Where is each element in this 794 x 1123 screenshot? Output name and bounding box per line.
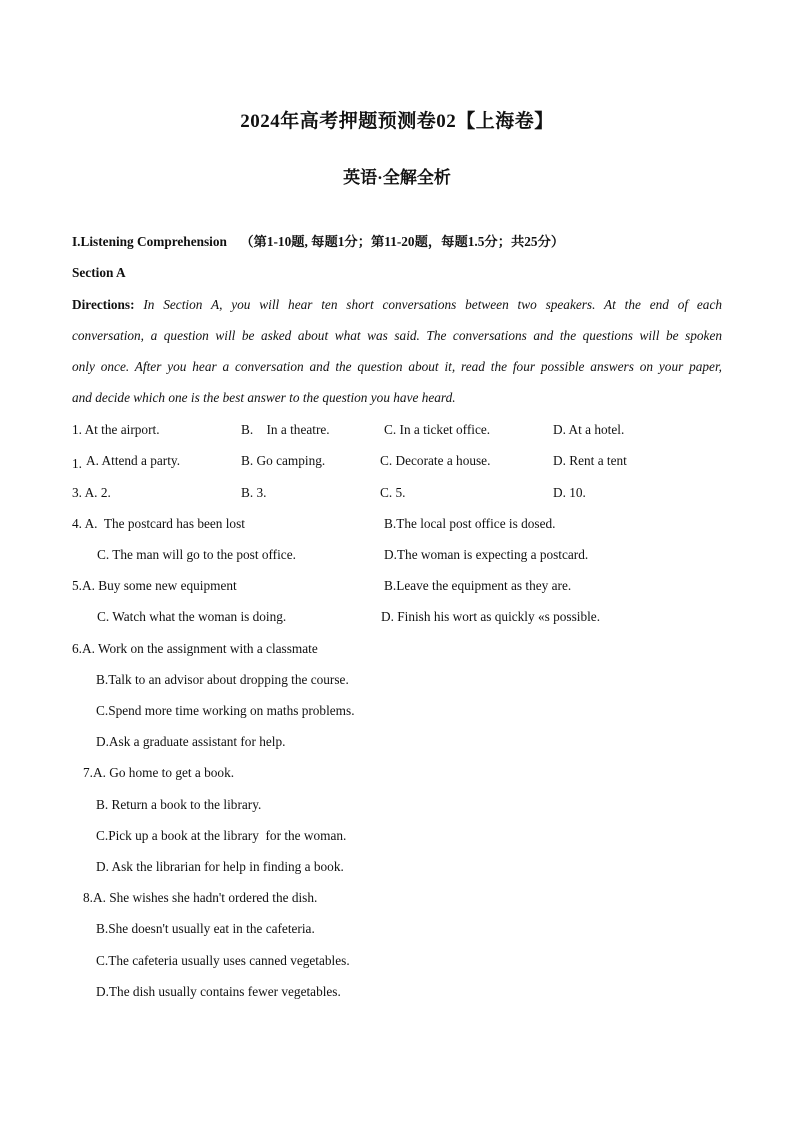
q4-option-d: D.The woman is expecting a postcard. xyxy=(384,547,589,562)
q2-option-a: A. Attend a party. xyxy=(86,453,181,468)
part-heading-row xyxy=(72,234,564,250)
page-title: 2024年高考押题预测卷02【上海卷】 xyxy=(240,111,554,132)
page-subtitle: 英语·全解全析 xyxy=(343,168,451,187)
q4-option-c: C. The man will go to the post office. xyxy=(97,547,296,562)
q7-option-a: 7.A. Go home to get a book. xyxy=(83,765,235,780)
directions-line-1 xyxy=(72,297,722,313)
q3-option-d: D. 10. xyxy=(553,485,586,500)
q7-option-c: C.Pick up a book at the library for the woman. xyxy=(96,828,347,843)
q2-option-b: B. Go camping. xyxy=(241,453,326,468)
part-heading: I.Listening Comprehension xyxy=(72,234,227,249)
q6-option-c: C.Spend more time working on maths problems. xyxy=(96,703,355,718)
directions-text-1: In Section A, you will hear ten short conversations between two speakers. At the end of each xyxy=(143,297,722,312)
q6-option-d: D.Ask a graduate assistant for help. xyxy=(96,734,286,749)
q8-option-d: D.The dish usually contains fewer vegetables. xyxy=(96,984,341,999)
q1-option-a: 1. At the airport. xyxy=(72,422,160,437)
part-scoring: （第1-10题, 每题1分；第11-20题，每题1.5分；共25分） xyxy=(240,234,565,249)
q3-option-a: 3. A. 2. xyxy=(72,485,111,500)
q4-option-b: B.The local post office is dosed. xyxy=(384,516,556,531)
q8-option-b: B.She doesn't usually eat in the cafeteria. xyxy=(96,921,315,936)
directions-label: Directions: xyxy=(72,297,135,312)
section-a-title: Section A xyxy=(72,265,126,280)
q5-option-c: C. Watch what the woman is doing. xyxy=(97,609,287,624)
q1-option-b: B. In a theatre. xyxy=(241,422,330,437)
q8-option-a: 8.A. She wishes she hadn't ordered the dish. xyxy=(83,890,318,905)
q6-option-a: 6.A. Work on the assignment with a classmate xyxy=(72,641,318,656)
q7-option-d: D. Ask the librarian for help in finding a book. xyxy=(96,859,344,874)
q2-option-d: D. Rent a tent xyxy=(553,453,627,468)
q5-option-b: B.Leave the equipment as they are. xyxy=(384,578,572,593)
directions-line-2: conversation, a question will be asked about what was said. The conversations and the questions will be spoken xyxy=(72,328,722,343)
q2-option-c: C. Decorate a house. xyxy=(380,453,491,468)
directions-line-3: only once. After you hear a conversation and the question about it, read the four possible answers on your paper, xyxy=(72,359,722,374)
q3-option-b: B. 3. xyxy=(241,485,267,500)
q2-number: 1. xyxy=(72,456,82,471)
q8-option-c: C.The cafeteria usually uses canned vegetables. xyxy=(96,953,350,968)
directions-line-4: and decide which one is the best answer to the question you have heard. xyxy=(72,390,456,405)
q7-option-b: B. Return a book to the library. xyxy=(96,797,262,812)
q5-option-d: D. Finish his wort as quickly «s possible. xyxy=(381,609,601,624)
q6-option-b: B.Talk to an advisor about dropping the course. xyxy=(96,672,349,687)
q4-option-a: 4. A. The postcard has been lost xyxy=(72,516,245,531)
q3-option-c: C. 5. xyxy=(380,485,406,500)
q1-option-c: C. In a ticket office. xyxy=(384,422,491,437)
q5-option-a: 5.A. Buy some new equipment xyxy=(72,578,237,593)
q1-option-d: D. At a hotel. xyxy=(553,422,625,437)
